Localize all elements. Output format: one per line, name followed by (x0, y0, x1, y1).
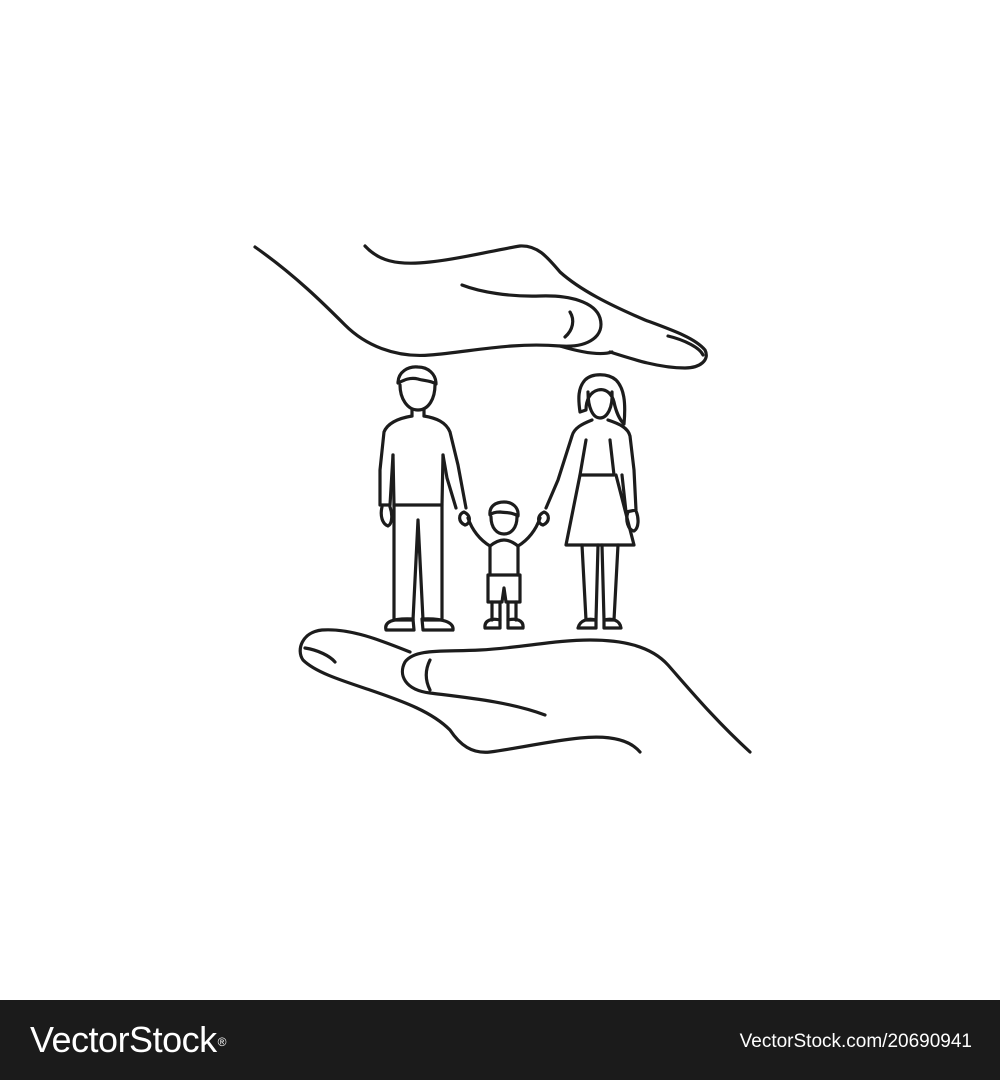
mother-figure-icon (546, 375, 638, 628)
brand-logo (30, 1018, 226, 1062)
lower-hand-icon (300, 630, 750, 752)
registered-mark: ® (217, 1035, 226, 1049)
child-figure-icon (460, 502, 549, 628)
brand-name: VectorStock (30, 1019, 217, 1060)
image-id-text: VectorStock.com/20690941 (739, 1031, 972, 1052)
stock-footer-bar (0, 1000, 1000, 1080)
upper-hand-icon (255, 246, 706, 368)
father-figure-icon (380, 367, 466, 630)
